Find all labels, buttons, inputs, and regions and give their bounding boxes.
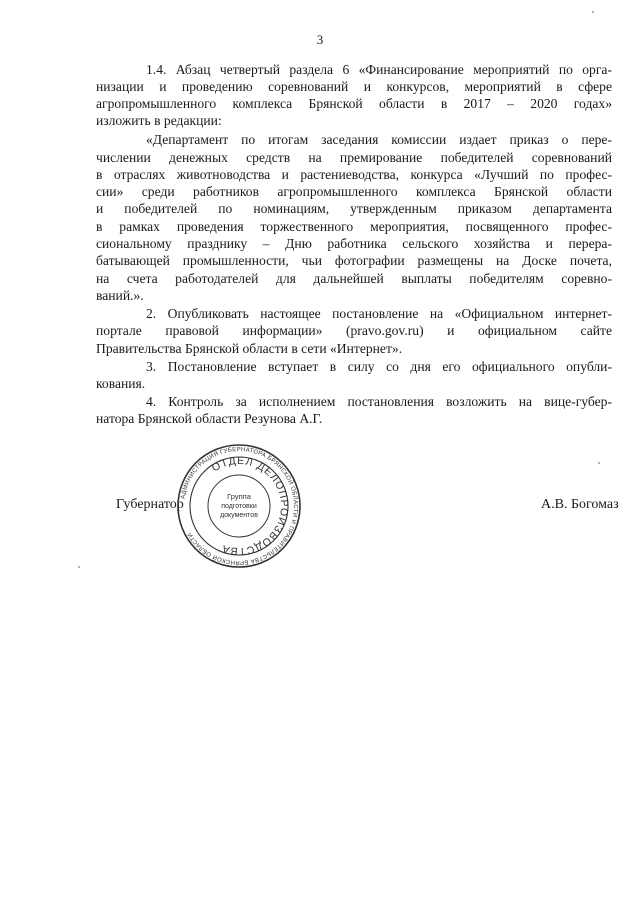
seal-ring-text: ОТДЕЛ ДЕЛОПРОИЗВОДСТВА: [209, 454, 291, 558]
signatory-title: Губернатор: [116, 497, 184, 512]
text-line: «Департамент по итогам заседания комиссии издает приказ о пере-: [146, 132, 612, 147]
text-line: Правительства Брянской области в сети «Интернет».: [96, 341, 403, 356]
text-line: натора Брянской области Резунова А.Г.: [96, 411, 323, 426]
seal-center-line: подготовки: [221, 503, 257, 510]
text-line: 3. Постановление вступает в силу со дня его официального опубли-: [146, 359, 612, 374]
seal-outer-text: АДМИНИСТРАЦИЯ ГУБЕРНАТОРА БРЯНСКОЙ ОБЛАСТИ И ПРАВИТЕЛЬСТВА БРЯНСКОЙ ОБЛАСТИ: [180, 446, 299, 566]
text-line: агропромышленного комплекса Брянской области в 2017 – 2020 годах»: [96, 96, 612, 111]
text-line: в рамках проведения торжественного мероприятия, посвященного профес-: [96, 219, 612, 234]
text-line: на счета работодателей для дальнейшей выплаты победителям соревно-: [96, 271, 612, 286]
page-number: 3: [316, 32, 324, 47]
text-line: кования.: [96, 376, 146, 391]
text-line: портале правовой информации» (pravo.gov.ru) и официальном сайте: [96, 323, 612, 338]
scan-speck: [598, 462, 600, 464]
text-line: 4. Контроль за исполнением постановления возложить на вице-губер-: [146, 394, 612, 409]
scan-speck: [592, 11, 594, 13]
text-line: ваний.».: [96, 288, 144, 303]
scan-speck: [78, 566, 80, 568]
text-line: числении денежных средств на премирование победителей соревнований: [96, 150, 612, 165]
seal-center-line: Группа: [227, 492, 251, 501]
signatory-name: А.В. Богомаз: [541, 497, 619, 512]
text-line: 2. Опубликовать настоящее постановление на «Официальном интернет-: [146, 306, 612, 321]
seal-center-line: документов: [220, 512, 258, 519]
text-line: и победителей по номинациям, утвержденным приказом департамента: [96, 201, 612, 216]
text-line: сии» среди работников агропромышленного комплекса Брянской области: [96, 184, 612, 199]
text-line: низации и проведению соревнований и конкурсов, мероприятий в сфере: [96, 79, 612, 94]
text-line: батывающей промышленности, чьи фотографии размещены на Доске почета,: [96, 253, 612, 268]
official-seal-stamp: [176, 443, 302, 569]
text-line: 1.4. Абзац четвертый раздела 6 «Финансирование мероприятий по орга-: [146, 62, 612, 77]
text-line: сиональному празднику – Дню работника сельского хозяйства и перера-: [96, 236, 612, 251]
text-line: в отраслях животноводства и растениеводства, конкурса «Лучший по профес-: [96, 167, 612, 182]
text-line: изложить в редакции:: [96, 113, 222, 128]
